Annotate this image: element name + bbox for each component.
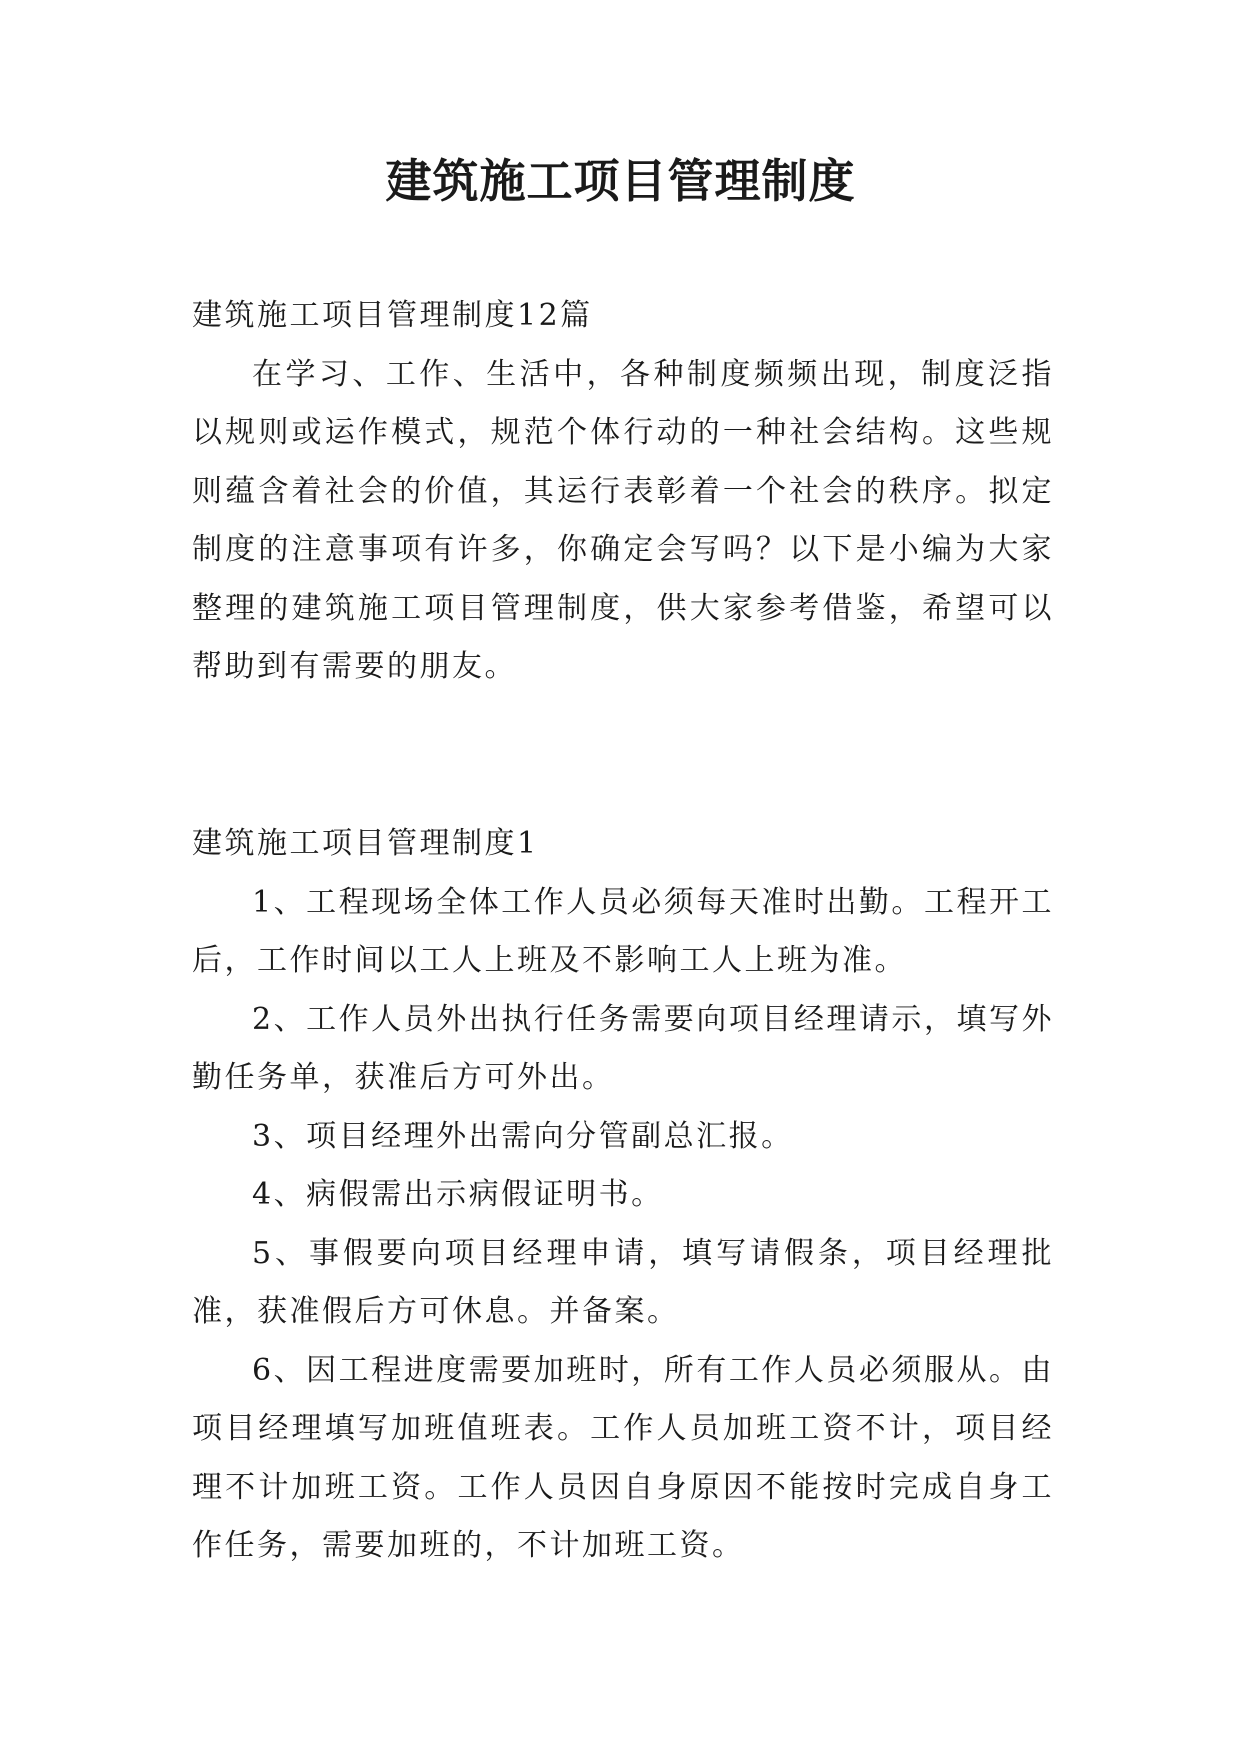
- intro-heading: 建筑施工项目管理制度12篇: [192, 298, 593, 333]
- section-1-item: 2、工作人员外出执行任务需要向项目经理请示，填写外勤任务单，获准后方可外出。: [192, 1001, 1054, 1095]
- intro-paragraph: 在学习、工作、生活中，各种制度频频出现，制度泛指以规则或运作模式，规范个体行动的一种社会结构。这些规则蕴含着社会的价值，其运行表彰着一个社会的秩序。拟定制度的注意事项有许多，你确定会写吗？以下是小编为大家整理的建筑施工项目管理制度，供大家参考借鉴，希望可以帮助到有需要的朋友。: [192, 356, 1054, 684]
- section-1: [192, 815, 1054, 1576]
- section-1-item: 5、事假要向项目经理申请，填写请假条，项目经理批准，获准假后方可休息。并备案。: [192, 1235, 1054, 1329]
- document-title: 建筑施工项目管理制度: [385, 154, 856, 208]
- section-1-item: 1、工程现场全体工作人员必须每天准时出勤。工程开工后，工作时间以工人上班及不影响工人上班为准。: [192, 884, 1054, 978]
- section-1-item: 4、病假需出示病假证明书。: [252, 1177, 664, 1212]
- section-1-item: 6、因工程进度需要加班时，所有工作人员必须服从。由项目经理填写加班值班表。工作人员加班工资不计，项目经理不计加班工资。工作人员因自身原因不能按时完成自身工作任务，需要加班的，不计加班工资。: [192, 1352, 1054, 1563]
- intro-section: [192, 287, 1054, 697]
- section-1-heading: 建筑施工项目管理制度1: [192, 826, 539, 861]
- section-1-item: 3、项目经理外出需向分管副总汇报。: [252, 1118, 794, 1154]
